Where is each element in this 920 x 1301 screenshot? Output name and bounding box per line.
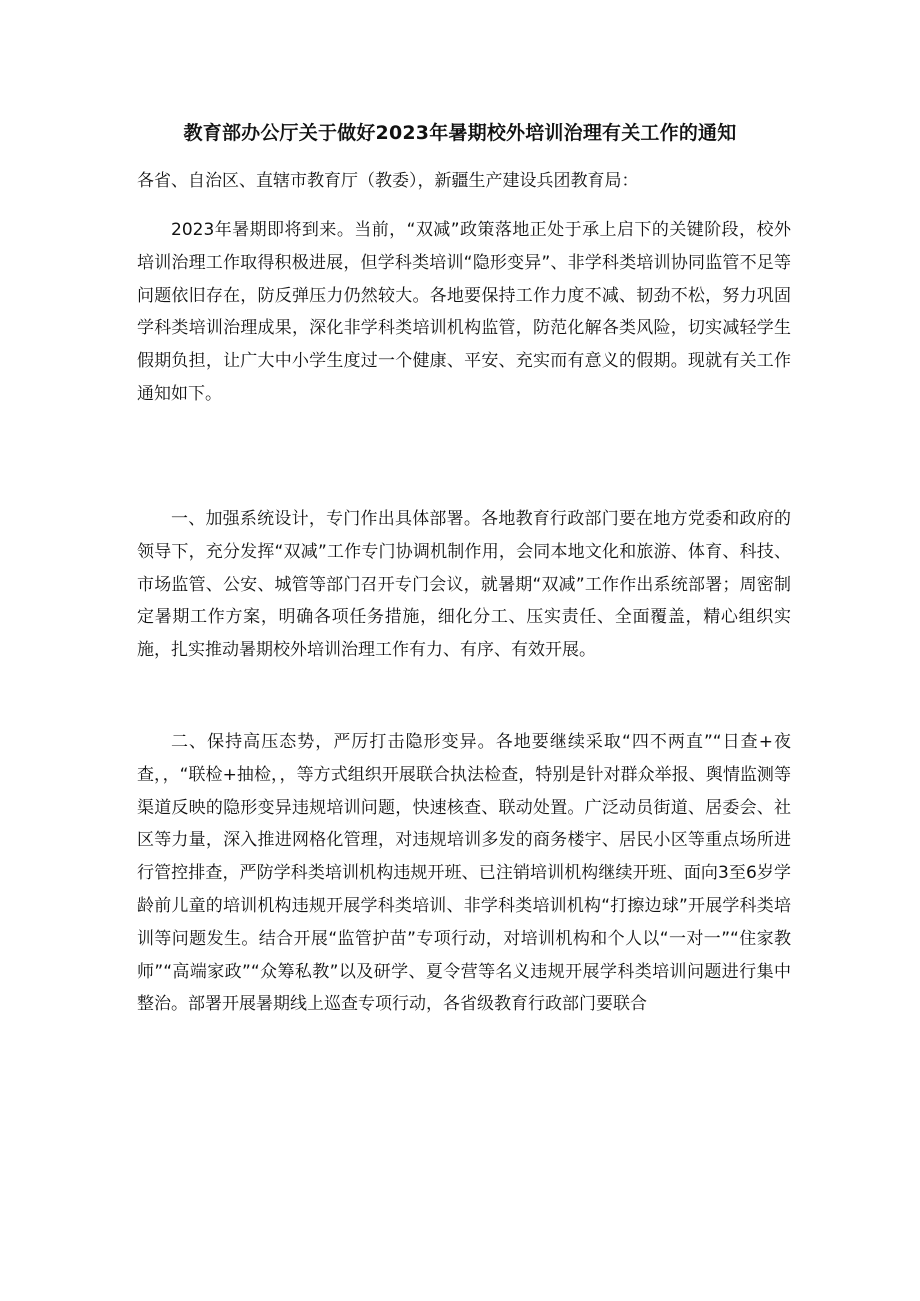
paragraph-section-2: 二、保持高压态势，严厉打击隐形变异。各地要继续采取“四不两直”“日查+夜查，，“联检+抽检，，等方式组织开展联合执法检查，特别是针对群众举报、舆情监测等渠道反映的隐形变异违规培训问题，快速核查、联动处置。广泛动员街道、居委会、社区等力量，深入推进网格化管理，对违规培训多发的商务楼宇、居民小区等重点场所进行管控排查，严防学科类培训机构违规开班、已注销培训机构继续开班、面向3至6岁学龄前儿童的培训机构违规开展学科类培训、非学科类培训机构“打擦边球”开展学科类培训等问题发生。结合开展“监管护苗”专项行动，对培训机构和个人以“一对一”“住家教师”“高端家政”“众筹私教”以及研学、夏令营等名义违规开展学科类培训问题进行集中整治。部署开展暑期线上巡查专项行动，各省级教育行政部门要联合 bbox=[137, 732, 791, 1015]
paragraph-section-1: 一、加强系统设计，专门作出具体部署。各地教育行政部门要在地方党委和政府的领导下，充分发挥“双减”工作专门协调机制作用，会同本地文化和旅游、体育、科技、市场监管、公安、城管等部门召开专门会议，就暑期“双减”工作作出系统部署；周密制定暑期工作方案，明确各项任务措施，细化分工、压实责任、全面覆盖，精心组织实施，扎实推动暑期校外培训治理工作有力、有序、有效开展。 bbox=[137, 509, 791, 661]
paragraph-intro: 2023年暑期即将到来。当前，“双减”政策落地正处于承上启下的关键阶段，校外培训治理工作取得积极进展，但学科类培训“隐形变异”、非学科类培训协同监管不足等问题依旧存在，防反弹压力仍然较大。各地要保持工作力度不减、韧劲不松，努力巩固学科类培训治理成果，深化非学科类培训机构监管，防范化解各类风险，切实减轻学生假期负担，让广大中小学生度过一个健康、平安、充实而有意义的假期。现就有关工作通知如下。 bbox=[137, 220, 791, 404]
salutation: 各省、自治区、直辖市教育厅（教委），新疆生产建设兵团教育局： bbox=[137, 171, 639, 191]
document-title: 教育部办公厅关于做好2023年暑期校外培训治理有关工作的通知 bbox=[183, 122, 737, 144]
